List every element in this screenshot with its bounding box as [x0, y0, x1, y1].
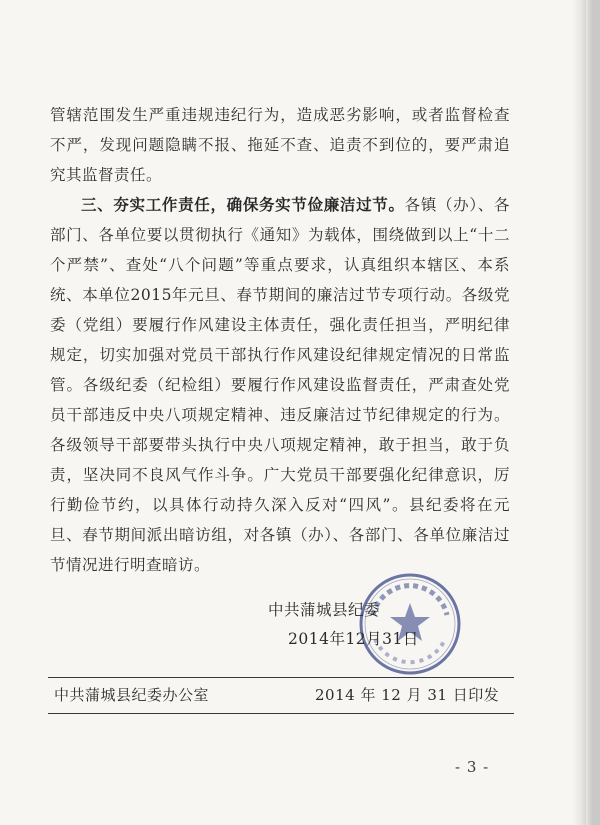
footer-issuer: 中共蒲城县纪委办公室	[54, 686, 210, 704]
paragraph-text: 各镇（办）、各部门、各单位要以贯彻执行《通知》为载体，围绕做到以上“十二个严禁”、查处“八个问题”等重点要求，认真组织本辖区、本系统、本单位2015年元旦、春节期间的廉洁过节专项行动。各级党委（党组）要履行作风建设主体责任，强化责任担当，严明纪律规定，切实加强对党员干部执行作风建设纪律规定情况的日常监管。各级纪委（纪检组）要履行作风建设监督责任，严肃查处党员干部违反中央八项规定精神、违反廉洁过节纪律规定的行为。各级领导干部要带头执行中央八项规定精神，敢于担当，敢于负责，坚决同不良风气作斗争。广大党员干部要强化纪律意识，厉行勤俭节约，以具体行动持久深入反对“四风”。县纪委将在元旦、春节期间派出暗访组，对各镇（办）、各部门、各单位廉洁过节情况进行明查暗访。	[50, 196, 510, 574]
paragraph-text: 管辖范围发生严重违规违纪行为，造成恶劣影响，或者监督检查不严，发现问题隐瞒不报、拖延不查、追责不到位的，要严肃追究其监督责任。	[50, 106, 510, 184]
page-number: - 3 -	[455, 758, 490, 776]
signing-organization: 中共蒲城县纪委	[268, 601, 381, 619]
footer-print-date: 2014 年 12 月 31 日印发	[315, 686, 500, 704]
official-seal-stamp	[357, 571, 463, 677]
footer-rule-top	[48, 677, 514, 678]
paragraph-section-three	[50, 190, 510, 580]
document-body	[50, 100, 510, 580]
paragraph-continuation	[50, 100, 510, 190]
signing-date: 2014年12月31日	[288, 630, 419, 648]
footer-rule-bottom	[48, 713, 514, 714]
section-heading: 三、夯实工作责任，确保务实节俭廉洁过节。	[81, 195, 405, 214]
page-edge-shadow	[572, 0, 586, 825]
